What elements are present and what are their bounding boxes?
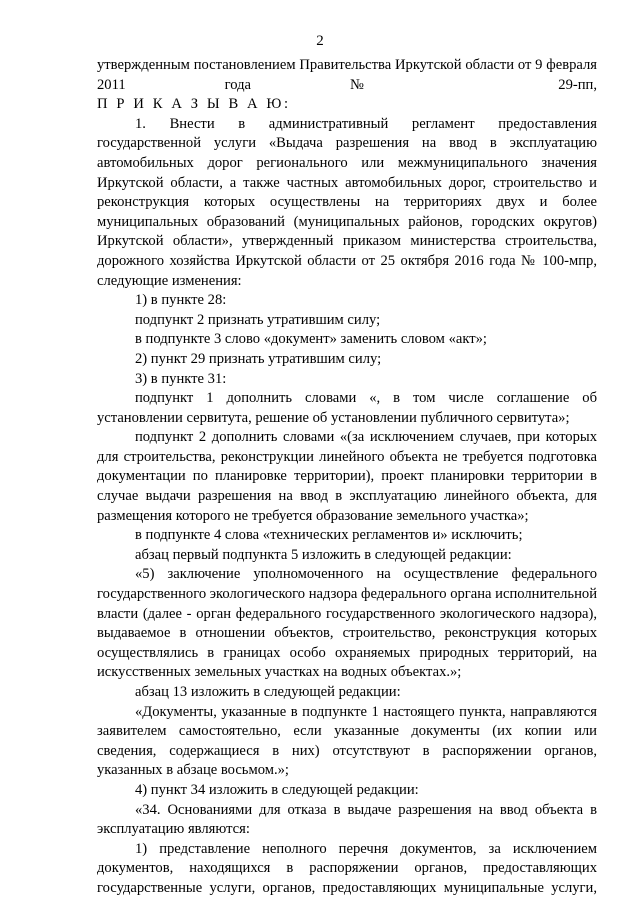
quoted-paragraph: «5) заключение уполномоченного на осуществление федерального государственного экологического надзора федерального органа исполнительной власти (далее - орган федерального государственного экологического надзора), выдаваемое в отношении объектов, строительство, реконструкция которых осуществлялись в границах особо охраняемых природных территорий, на искусственных земельных участках на водных объектах.»; — [97, 566, 597, 681]
paragraph: подпункт 2 признать утратившим силу; — [135, 311, 381, 328]
subitem-2: 2) пункт 29 признать утратившим силу; — [135, 350, 382, 367]
paragraph: 1) представление неполного перечня документов, за исключением документов, находящихся в распоряжении органов, предоставляющих государственные услуги, органов, предоставляющих муниципальные услуги, — [97, 840, 597, 896]
paragraph: подпункт 1 дополнить словами «, в том числе соглашение об установлении сервитута, решение об установлении публичного сервитута»; — [97, 390, 597, 426]
page-number: 2 — [316, 33, 324, 49]
subitem-3: 3) в пункте 31: — [135, 370, 227, 387]
subitem-4: 4) пункт 34 изложить в следующей редакции: — [135, 781, 419, 798]
paragraph: абзац 13 изложить в следующей редакции: — [135, 684, 401, 700]
paragraph: подпункт 2 дополнить словами «(за исключением случаев, при которых для строительства, реконструкции линейного объекта не требуется подготовка документации по планировке территории), проект планировки территории в случае выдачи разрешения на ввод в эксплуатацию линейного объекта, для размещения которого не требуется образование земельного участка»; — [97, 429, 597, 524]
order-heading: П Р И К А З Ы В А Ю: — [97, 96, 291, 113]
subitem-1: 1) в пункте 28: — [135, 292, 227, 309]
quoted-paragraph: «Документы, указанные в подпункте 1 настоящего пункта, направляются заявителем самостоятельно, если указанные документы (их копии или сведения, содержащиеся в них) отсутствуют в распоряжении органов, указанных в абзаце восьмом.»; — [97, 703, 597, 779]
paragraph: абзац первый подпункта 5 изложить в следующей редакции: — [135, 546, 512, 563]
quoted-paragraph: «34. Основаниями для отказа в выдаче разрешения на ввод объекта в эксплуатацию являются: — [97, 801, 597, 838]
paragraph: в подпункте 3 слово «документ» заменить словом «акт»; — [135, 331, 487, 348]
paragraph-item-1: 1. Внести в административный регламент предоставления государственной услуги «Выдача разрешения на ввод в эксплуатацию автомобильных дорог регионального или межмуниципального значения Иркутской области, а также частных автомобильных дорог, строительство и реконструкция которых осуществлены на территориях двух и более муниципальных образований (муниципальных районов, городских округов) Иркутской области», утвержденный приказом министерства строительства, дорожного хозяйства Иркутской области от 25 октября 2016 года № 100-мпр, следующие изменения: — [97, 115, 597, 289]
paragraph-intro-cont: утвержденным постановлением Правительства Иркутской области от 9 февраля 2011 года № 29-пп, — [97, 57, 597, 93]
document-body — [97, 56, 597, 899]
paragraph: в подпункте 4 слова «технических регламентов и» исключить; — [135, 527, 523, 544]
